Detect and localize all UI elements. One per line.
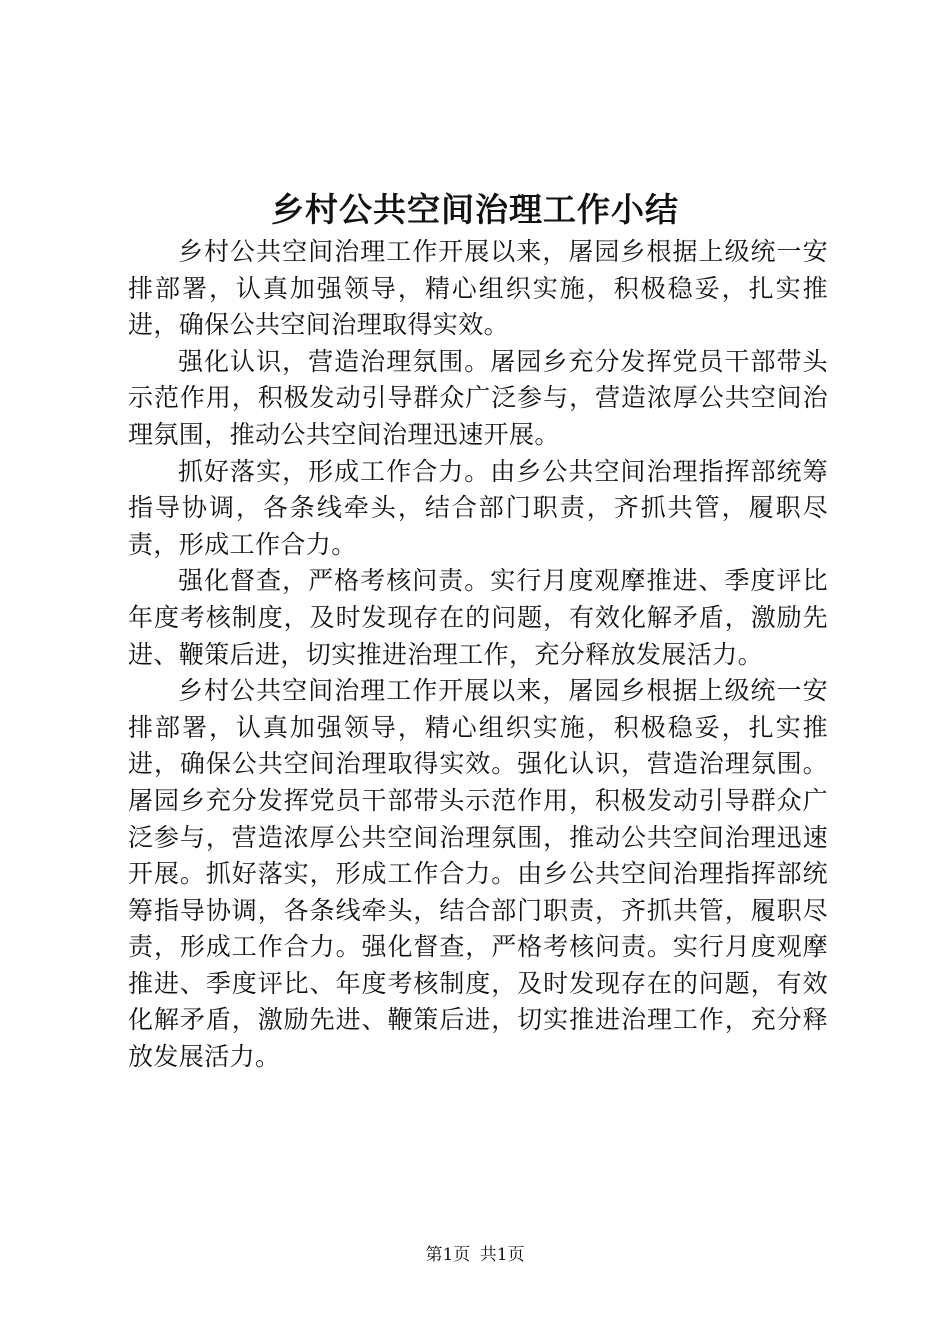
page-footer — [0, 1242, 950, 1268]
page-number-current: 第1页 — [425, 1245, 471, 1265]
page-number-total: 共1页 — [479, 1245, 525, 1265]
document-title: 乡村公共空间治理工作小结 — [271, 190, 679, 229]
paragraph-1: 乡村公共空间治理工作开展以来，屠园乡根据上级统一安排部署，认真加强领导，精心组织实施，积极稳妥，扎实推进，确保公共空间治理取得实效。 — [128, 237, 828, 340]
document-body — [128, 234, 828, 1076]
paragraph-3: 抓好落实，形成工作合力。由乡公共空间治理指挥部统筹指导协调，各条线牵头，结合部门职责，齐抓共管，履职尽责，形成工作合力。 — [128, 456, 828, 559]
paragraph-4: 强化督查，严格考核问责。实行月度观摩推进、季度评比年度考核制度，及时发现存在的问题，有效化解矛盾，激励先进、鞭策后进，切实推进治理工作，充分释放发展活力。 — [128, 566, 828, 669]
paragraph-5: 乡村公共空间治理工作开展以来，屠园乡根据上级统一安排部署，认真加强领导，精心组织实施，积极稳妥，扎实推进，确保公共空间治理取得实效。强化认识，营造治理氛围。屠园乡充分发挥党员干部带头示范作用，积极发动引导群众广泛参与，营造浓厚公共空间治理氛围，推动公共空间治理迅速开展。抓好落实，形成工作合力。由乡公共空间治理指挥部统筹指导协调，各条线牵头，结合部门职责，齐抓共管，履职尽责，形成工作合力。强化督查，严格考核问责。实行月度观摩推进、季度评比、年度考核制度，及时发现存在的问题，有效化解矛盾，激励先进、鞭策后进，切实推进治理工作，充分释放发展活力。 — [128, 676, 828, 1072]
paragraph-2: 强化认识，营造治理氛围。屠园乡充分发挥党员干部带头示范作用，积极发动引导群众广泛参与，营造浓厚公共空间治理氛围，推动公共空间治理迅速开展。 — [128, 346, 828, 449]
